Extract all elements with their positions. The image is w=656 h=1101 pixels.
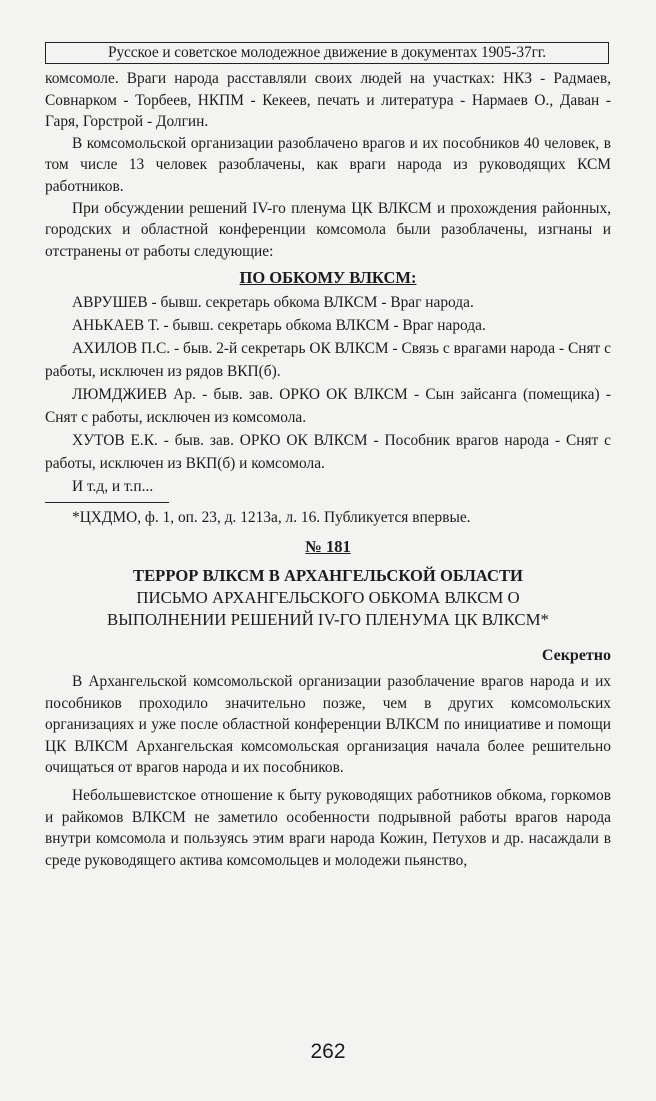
document-subtitle-line: ВЫПОЛНЕНИИ РЕШЕНИЙ IV-ГО ПЛЕНУМА ЦК ВЛКСМ* [107, 609, 549, 629]
list-entry: АВРУШЕВ - бывш. секретарь обкома ВЛКСМ - Враг народа. [72, 294, 474, 312]
paragraph: При обсуждении решений IV-го пленума ЦК ВЛКСМ и прохождения районных, городских и областной конференции комсомола были разоблачены, изгнаны и отстранены от работы следующие: [45, 199, 611, 260]
document-number: № 181 [305, 536, 351, 556]
paragraph: В Архангельской комсомольской организации разоблачение врагов народа и их пособников проходило значительно позже, чем в других комсомольских организациях и уже после областной конференции ВЛКСМ по инициативе и помощи ЦК ВЛКСМ Архангельская комсомольская организация начала более решительно очищаться от врагов народа и их пособников. [45, 672, 611, 777]
etc-line: И т.д, и т.п... [72, 478, 154, 496]
list-entry: АХИЛОВ П.С. - быв. 2-й секретарь ОК ВЛКСМ - Связь с врагами народа - Снят с работы, исключен из рядов ВКП(б). [45, 340, 611, 381]
page-number: 262 [310, 1040, 346, 1063]
document-subtitle-line: ПИСЬМО АРХАНГЕЛЬСКОГО ОБКОМА ВЛКСМ О [136, 587, 520, 607]
paragraph: комсомоле. Враги народа расставляли своих людей на участках: НКЗ - Радмаев, Совнарком - Торбеев, НКПМ - Кекеев, печать и литература - Нармаев О., Даван - Гаря, Горстрой - Долгин. [45, 70, 611, 131]
running-header: Русское и советское молодежное движение в документах 1905-37гг. [45, 42, 609, 64]
secret-label: Секретно [541, 646, 611, 664]
footnote-divider [45, 502, 169, 503]
list-entry: АНЬКАЕВ Т. - бывш. секретарь обкома ВЛКСМ - Враг народа. [72, 317, 486, 335]
list-entry: ЛЮМДЖИЕВ Ар. - быв. зав. ОРКО ОК ВЛКСМ - Сын зайсанга (помещика) - Снят с работы, исключен из комсомола. [45, 386, 611, 427]
list-entry: ХУТОВ Е.К. - быв. зав. ОРКО ОК ВЛКСМ - Пособник врагов народа - Снят с работы, исключен из ВКП(б) и комсомола. [45, 432, 611, 473]
footnote: *ЦХДМО, ф. 1, оп. 23, д. 1213а, л. 16. Публикуется впервые. [72, 509, 471, 527]
document-title: ТЕРРОР ВЛКСМ В АРХАНГЕЛЬСКОЙ ОБЛАСТИ [133, 565, 523, 585]
paragraph: Небольшевистское отношение к быту руководящих работников обкома, горкомов и райкомов ВЛКСМ не заметило особенности подрывной работы врагов народа внутри комсомола и пользуясь этим враги народа Кожин, Петухов и др. насаждали в среде руководящего актива комсомольцев и молодежи пьянство, [45, 786, 611, 869]
section-heading: ПО ОБКОМУ ВЛКСМ: [239, 268, 417, 288]
paragraph: В комсомольской организации разоблачено врагов и их пособников 40 человек, в том числе 13 человек разоблачены, как враги народа из руководящих КСМ работников. [45, 134, 611, 195]
main-text [45, 68, 611, 871]
